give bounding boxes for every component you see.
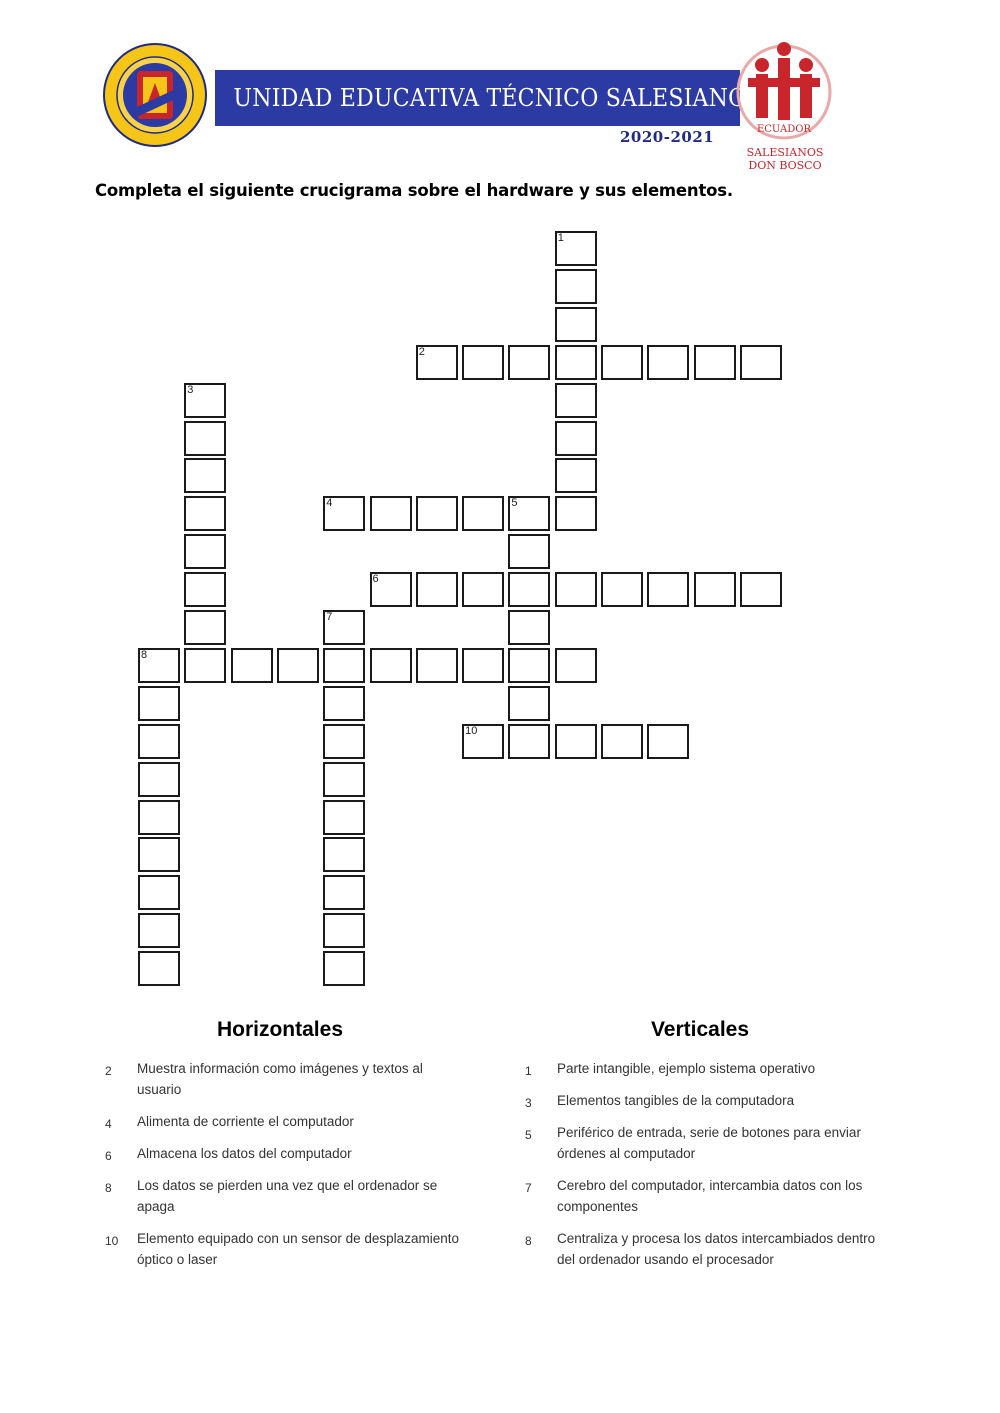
clue-item — [105, 1143, 465, 1164]
vertical-clues-title: Verticales — [650, 1018, 750, 1041]
crossword-cell[interactable] — [138, 875, 180, 910]
crossword-cell[interactable] — [555, 231, 597, 266]
clue-item-number: 6 — [105, 1149, 112, 1163]
clue-item-number: 2 — [105, 1064, 112, 1078]
clue-item-text: Elemento equipado con un sensor de desplazamiento óptico o laser — [137, 1231, 459, 1267]
clue-number: 6 — [372, 573, 379, 586]
crossword-cell[interactable] — [508, 686, 550, 721]
sdb-line-2: DON BOSCO — [748, 159, 822, 172]
crossword-cell[interactable] — [138, 800, 180, 835]
clue-item — [525, 1090, 885, 1111]
crossword-cell[interactable] — [323, 496, 365, 531]
crossword-cell[interactable] — [323, 686, 365, 721]
crossword-cell[interactable] — [601, 724, 643, 759]
clue-number: 1 — [557, 232, 564, 244]
crossword-cell[interactable] — [647, 345, 689, 380]
page-header — [0, 0, 1000, 180]
clue-number: 7 — [326, 611, 333, 623]
crossword-cell[interactable] — [323, 724, 365, 759]
crossword-cell[interactable] — [323, 648, 365, 683]
clue-item-text: Parte intangible, ejemplo sistema operativo — [557, 1061, 816, 1076]
clue-item-text: Los datos se pierden una vez que el ordenador se apaga — [137, 1178, 438, 1214]
clue-item — [105, 1058, 465, 1100]
clue-number: 3 — [187, 383, 194, 396]
crossword-cell[interactable] — [370, 648, 412, 683]
crossword-cell[interactable] — [370, 572, 412, 607]
clue-number: 2 — [418, 345, 425, 358]
crossword-cell[interactable] — [138, 724, 180, 759]
crossword-cell[interactable] — [555, 572, 597, 607]
clue-item-number: 1 — [525, 1064, 532, 1078]
crossword-cell[interactable] — [231, 648, 273, 683]
clue-item-number: 5 — [525, 1128, 532, 1142]
crossword-cell[interactable] — [138, 913, 180, 948]
crossword-cell[interactable] — [555, 383, 597, 418]
crossword-cell[interactable] — [694, 345, 736, 380]
crossword-cell[interactable] — [138, 686, 180, 721]
sdb-line-1: SALESIANOS — [746, 146, 824, 159]
clue-item-text: Elementos tangibles de la computadora — [557, 1093, 795, 1108]
crossword-cell[interactable] — [138, 951, 180, 986]
crossword-cell[interactable] — [370, 496, 412, 531]
school-seal-logo — [103, 43, 207, 147]
crossword-cell[interactable] — [184, 572, 226, 607]
crossword-cell[interactable] — [323, 875, 365, 910]
crossword-cell[interactable] — [462, 345, 504, 380]
crossword-cell[interactable] — [555, 421, 597, 456]
horizontal-clues — [105, 1018, 465, 1281]
crossword-cell[interactable] — [508, 496, 550, 531]
crossword-cell[interactable] — [508, 610, 550, 645]
clue-item — [105, 1111, 465, 1132]
crossword-cell[interactable] — [323, 800, 365, 835]
crossword-cell[interactable] — [138, 648, 180, 683]
crossword-cell[interactable] — [555, 496, 597, 531]
crossword-cell[interactable] — [555, 345, 597, 380]
crossword-cell[interactable] — [184, 496, 226, 531]
clue-item-text: Centraliza y procesa los datos intercambiados dentro del ordenador usando el procesador — [557, 1231, 876, 1267]
instruction-text: Completa el siguiente crucigrama sobre el hardware y sus elementos. — [95, 181, 733, 200]
clue-item-number: 7 — [525, 1181, 532, 1195]
crossword-cell[interactable] — [555, 269, 597, 304]
clue-item — [105, 1228, 465, 1270]
horizontal-clues-title: Horizontales — [216, 1018, 344, 1041]
clue-item-number: 10 — [105, 1234, 119, 1248]
crossword-cell[interactable] — [555, 307, 597, 342]
crossword-cell[interactable] — [462, 648, 504, 683]
crossword-cell[interactable] — [601, 572, 643, 607]
crossword-cell[interactable] — [694, 572, 736, 607]
crossword-cell[interactable] — [462, 724, 504, 759]
clue-item-text: Cerebro del computador, intercambia datos con los componentes — [557, 1178, 863, 1214]
school-years: 2020-2021 — [620, 128, 715, 146]
crossword-cell[interactable] — [323, 913, 365, 948]
crossword-cell[interactable] — [323, 610, 365, 645]
clue-item-text: Alimenta de corriente el computador — [137, 1114, 354, 1129]
crossword-cell[interactable] — [277, 648, 319, 683]
clue-item-number: 3 — [525, 1096, 532, 1110]
crossword-cell[interactable] — [740, 572, 782, 607]
crossword-cell[interactable] — [508, 648, 550, 683]
crossword-cell[interactable] — [323, 837, 365, 872]
crossword-cell[interactable] — [555, 648, 597, 683]
crossword-cell[interactable] — [508, 345, 550, 380]
clue-number: 4 — [326, 497, 333, 510]
crossword-cell[interactable] — [462, 572, 504, 607]
clue-item-number: 8 — [525, 1234, 532, 1248]
clue-item-text: Periférico de entrada, serie de botones para enviar órdenes al computador — [557, 1125, 861, 1161]
crossword-cell[interactable] — [323, 951, 365, 986]
crossword-cell[interactable] — [184, 648, 226, 683]
sdb-caption — [740, 146, 830, 172]
crossword-cell[interactable] — [508, 572, 550, 607]
crossword-cell[interactable] — [462, 496, 504, 531]
crossword-cell[interactable] — [555, 458, 597, 493]
crossword-cell[interactable] — [416, 345, 458, 380]
clue-item-text: Muestra información como imágenes y textos al usuario — [137, 1061, 423, 1097]
crossword-cell[interactable] — [138, 762, 180, 797]
clue-number: 5 — [511, 497, 518, 510]
clue-item — [525, 1175, 885, 1217]
crossword-cell[interactable] — [184, 458, 226, 493]
clue-item — [525, 1122, 885, 1164]
crossword-cell[interactable] — [184, 383, 226, 418]
crossword-cell[interactable] — [184, 610, 226, 645]
sdb-country: ECUADOR — [756, 124, 812, 135]
crossword-cell[interactable] — [647, 572, 689, 607]
salesianos-logo — [734, 40, 838, 150]
clue-item — [105, 1175, 465, 1217]
crossword-cell[interactable] — [323, 762, 365, 797]
clue-item — [525, 1228, 885, 1270]
crossword-cell[interactable] — [647, 724, 689, 759]
crossword-cell[interactable] — [416, 648, 458, 683]
vertical-clues — [525, 1018, 885, 1281]
clue-item-number: 4 — [105, 1117, 112, 1131]
school-banner — [215, 70, 747, 126]
crossword-cell[interactable] — [416, 572, 458, 607]
crossword-cell[interactable] — [508, 534, 550, 569]
crossword-cell[interactable] — [184, 534, 226, 569]
school-name: UNIDAD EDUCATIVA TÉCNICO SALESIANO — [233, 84, 747, 112]
crossword-cell[interactable] — [601, 345, 643, 380]
crossword-cell[interactable] — [740, 345, 782, 380]
clue-item-text: Almacena los datos del computador — [137, 1146, 352, 1161]
crossword-cell[interactable] — [555, 724, 597, 759]
crossword-cell[interactable] — [138, 837, 180, 872]
crossword-cell[interactable] — [416, 496, 458, 531]
clue-item — [525, 1058, 885, 1079]
crossword-cell[interactable] — [184, 421, 226, 456]
clue-item-number: 8 — [105, 1181, 112, 1195]
crossword-cell[interactable] — [508, 724, 550, 759]
clue-number: 8 — [141, 648, 148, 661]
clue-number: 10 — [465, 724, 478, 737]
